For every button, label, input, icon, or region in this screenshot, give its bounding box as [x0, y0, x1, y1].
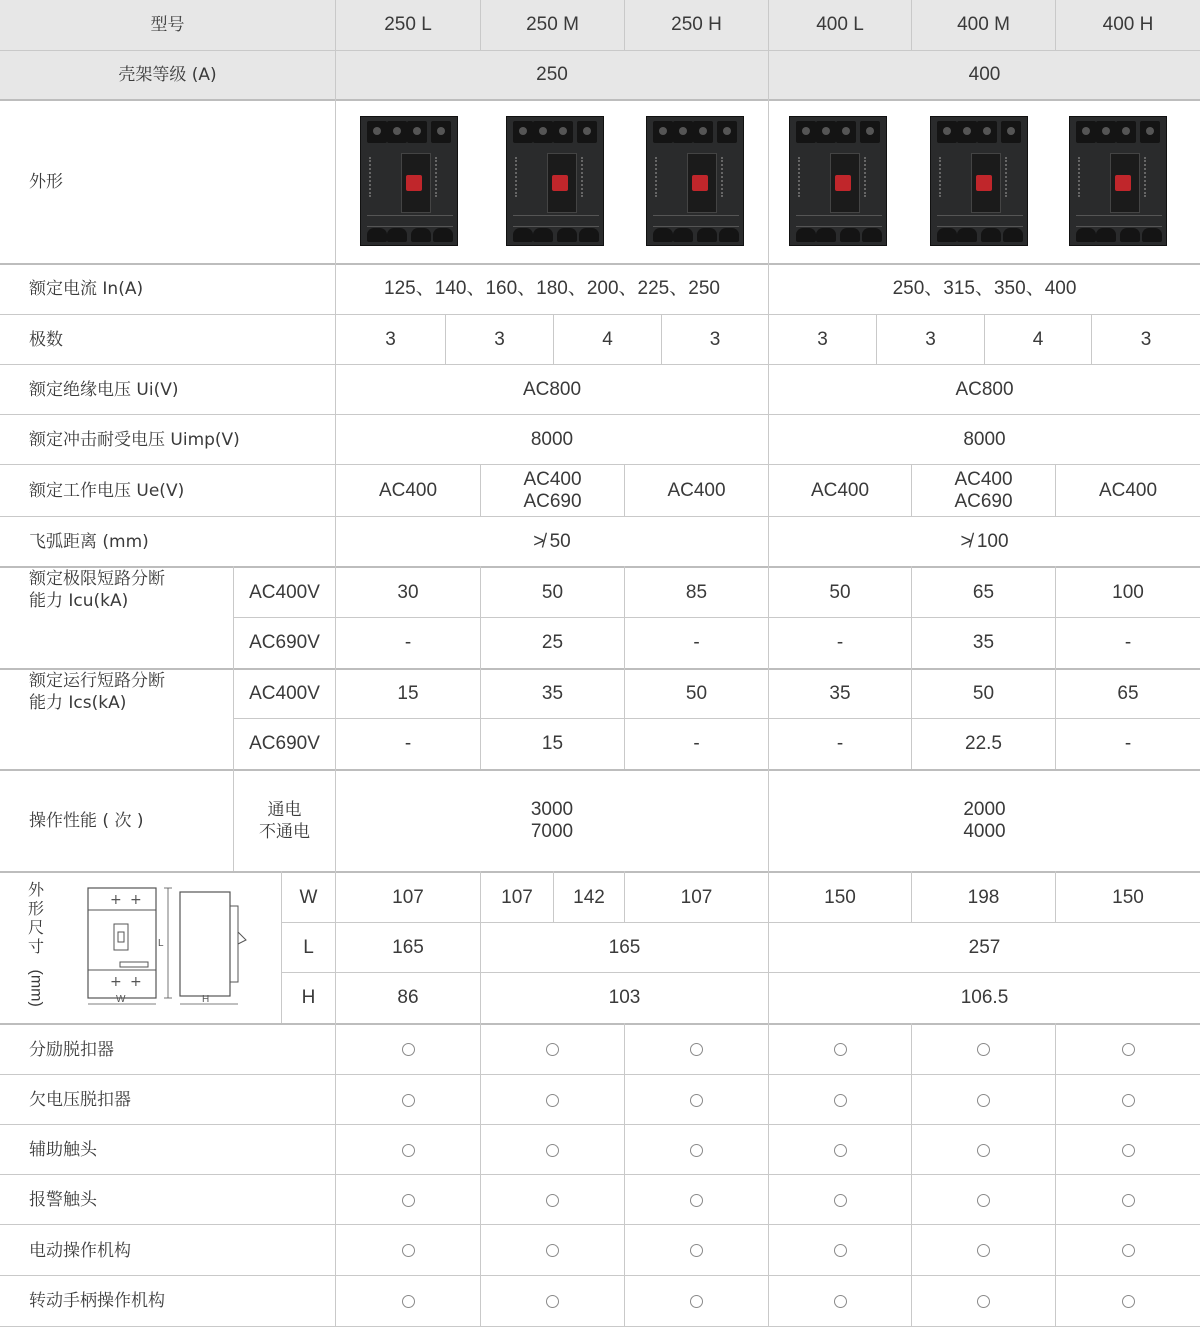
ics-ac690-value: -	[836, 733, 844, 754]
accessory-option	[912, 1125, 1055, 1175]
svg-text:+: +	[130, 892, 142, 908]
ics-ac400-value: 65	[1117, 683, 1139, 704]
operating-handle	[552, 175, 568, 191]
accessory-option	[625, 1225, 768, 1276]
terminal	[816, 121, 836, 143]
bottom-terminal	[862, 228, 882, 242]
breaker-image	[930, 116, 1028, 246]
operating-voltage-value: AC400	[1098, 479, 1158, 501]
rated-current-250: 125、140、160、180、200、225、250	[384, 278, 720, 299]
optional-circle-icon	[690, 1094, 703, 1107]
bottom-terminal	[719, 228, 739, 242]
operation-400-2: 4000	[963, 821, 1006, 842]
operating-voltage-line: AC400	[523, 468, 582, 490]
terminal	[717, 121, 737, 143]
optional-circle-icon	[834, 1043, 847, 1056]
optional-circle-icon	[1122, 1295, 1135, 1308]
terminal	[431, 121, 451, 143]
breaker-image	[789, 116, 887, 246]
insulation-voltage-400: AC800	[955, 378, 1014, 400]
ics-label-line1: 额定运行短路分断	[29, 671, 165, 691]
optional-circle-icon	[977, 1244, 990, 1257]
accessory-option	[1056, 1225, 1200, 1276]
accessory-option	[769, 1024, 911, 1075]
model-400h: 400 H	[1102, 14, 1154, 35]
terminal	[367, 121, 387, 143]
icu-ac400-value: 85	[685, 581, 708, 603]
terminal	[957, 121, 977, 143]
terminal	[796, 121, 816, 143]
icu-ac400-value: 30	[397, 581, 419, 603]
bottom-terminal	[1096, 228, 1116, 242]
optional-circle-icon	[690, 1295, 703, 1308]
dim-w-value: 107	[680, 886, 713, 908]
accessory-option	[481, 1276, 624, 1326]
optional-circle-icon	[977, 1043, 990, 1056]
ics-ac400-value: 50	[972, 683, 995, 704]
terminal	[1096, 121, 1116, 143]
terminal	[1001, 121, 1021, 143]
dimensions-label-char: 形	[27, 899, 44, 918]
optional-circle-icon	[1122, 1194, 1135, 1207]
terminal	[553, 121, 573, 143]
optional-circle-icon	[402, 1144, 415, 1157]
optional-circle-icon	[690, 1244, 703, 1257]
terminal	[577, 121, 597, 143]
model-400l: 400 L	[816, 14, 864, 35]
accessory-option	[1056, 1276, 1200, 1326]
optional-circle-icon	[546, 1194, 559, 1207]
icu-ac690-value: -	[1124, 632, 1132, 653]
ics-ac400-value: 35	[541, 683, 564, 704]
bottom-terminal	[533, 228, 553, 242]
diagram-h-label: H	[202, 994, 210, 1005]
terminal	[653, 121, 673, 143]
optional-circle-icon	[402, 1194, 415, 1207]
poles-value: 3	[385, 328, 396, 350]
terminal-strip	[1076, 215, 1162, 227]
dim-h-value: 103	[608, 987, 641, 1008]
bottom-terminal	[579, 228, 599, 242]
optional-circle-icon	[834, 1244, 847, 1257]
label-area	[721, 157, 739, 197]
accessory-option	[912, 1024, 1055, 1075]
impulse-voltage-400: 8000	[963, 428, 1006, 450]
operating-handle	[976, 175, 992, 191]
model-400m: 400 M	[957, 14, 1010, 35]
operating-voltage-value	[481, 465, 624, 516]
ics-ac400-value: 35	[829, 683, 851, 704]
optional-circle-icon	[1122, 1043, 1135, 1056]
label-area	[435, 157, 453, 197]
operating-voltage-value	[912, 465, 1055, 516]
ics-label	[0, 670, 233, 769]
terminal	[407, 121, 427, 143]
dimensions-label	[22, 880, 50, 1007]
bottom-terminal	[981, 228, 1001, 242]
ics-ac690-value: -	[404, 733, 412, 754]
operation-250	[336, 771, 768, 871]
poles-value: 3	[709, 328, 721, 350]
operation-sub	[234, 771, 335, 871]
header-label: 型号	[150, 15, 185, 35]
dimension-diagram	[80, 882, 260, 1012]
poles-label: 极数	[29, 329, 63, 350]
terminal	[693, 121, 713, 143]
terminal-strip	[367, 215, 453, 227]
optional-circle-icon	[1122, 1094, 1135, 1107]
accessory-option	[912, 1276, 1055, 1326]
accessory-option	[481, 1075, 624, 1125]
dimensions-label-char: 尺	[27, 918, 44, 937]
label-area	[515, 157, 543, 197]
accessory-label: 报警触头	[29, 1190, 97, 1210]
operation-400-1: 2000	[963, 799, 1006, 820]
ics-ac690-value: 15	[541, 733, 564, 754]
accessory-label: 分励脱扣器	[29, 1039, 114, 1060]
label-area	[369, 157, 397, 197]
bottom-terminal	[1142, 228, 1162, 242]
accessory-option	[625, 1125, 768, 1175]
accessory-option	[1056, 1024, 1200, 1075]
label-area	[1144, 157, 1162, 197]
optional-circle-icon	[977, 1194, 990, 1207]
accessory-option	[625, 1024, 768, 1075]
icu-ac690-label: AC690V	[249, 632, 320, 653]
dim-w-label: W	[299, 886, 318, 908]
optional-circle-icon	[546, 1043, 559, 1056]
ics-ac400-value: 15	[397, 683, 419, 704]
svg-text:+: +	[110, 974, 122, 990]
ics-ac690-value: -	[1124, 733, 1132, 754]
impulse-voltage-label: 额定冲击耐受电压 Uimp(V)	[29, 429, 240, 450]
frame-400: 400	[968, 64, 1001, 85]
optional-circle-icon	[834, 1194, 847, 1207]
icu-ac400-value: 50	[829, 581, 851, 603]
operating-handle	[692, 175, 708, 191]
breaker-image	[360, 116, 458, 246]
model-250m: 250 M	[526, 14, 579, 35]
model-250l: 250 L	[384, 14, 432, 35]
icu-ac690-value: -	[836, 632, 844, 653]
dim-h-label: H	[301, 987, 316, 1008]
poles-value: 3	[494, 328, 505, 350]
accessory-label: 辅助触头	[29, 1140, 97, 1160]
arc-distance-label: 飞弧距离 (mm)	[29, 531, 149, 552]
insulation-voltage-label: 额定绝缘电压 Ui(V)	[29, 379, 179, 400]
optional-circle-icon	[977, 1094, 990, 1107]
rated-current-label: 额定电流 In(A)	[29, 279, 144, 299]
operating-handle	[1115, 175, 1131, 191]
optional-circle-icon	[402, 1094, 415, 1107]
terminal	[1140, 121, 1160, 143]
bottom-terminal	[1003, 228, 1023, 242]
bottom-terminal	[697, 228, 717, 242]
accessory-option	[336, 1024, 480, 1075]
operating-voltage-value: AC400	[378, 479, 438, 501]
terminal	[836, 121, 856, 143]
accessory-option	[1056, 1075, 1200, 1125]
terminal	[860, 121, 880, 143]
bottom-terminal	[367, 228, 387, 242]
breaker-image	[646, 116, 744, 246]
label-area	[939, 157, 967, 197]
accessory-option	[336, 1276, 480, 1326]
poles-value: 4	[602, 328, 613, 350]
operating-voltage-value: AC400	[810, 479, 870, 501]
dim-h-value: 106.5	[960, 987, 1009, 1008]
operating-voltage-line: AC400	[954, 468, 1013, 490]
operation-400	[769, 771, 1200, 871]
bottom-terminal	[433, 228, 453, 242]
terminal	[513, 121, 533, 143]
operating-handle	[835, 175, 851, 191]
optional-circle-icon	[690, 1043, 703, 1056]
accessory-label: 转动手柄操作机构	[29, 1291, 165, 1311]
optional-circle-icon	[1122, 1244, 1135, 1257]
optional-circle-icon	[546, 1094, 559, 1107]
terminal	[1116, 121, 1136, 143]
icu-ac690-value: 25	[541, 632, 564, 653]
dim-l-label: L	[303, 936, 314, 958]
bottom-terminal	[796, 228, 816, 242]
accessory-option	[912, 1175, 1055, 1225]
optional-circle-icon	[402, 1043, 415, 1056]
icu-ac690-value: -	[404, 632, 412, 653]
poles-value: 3	[1140, 328, 1152, 350]
optional-circle-icon	[1122, 1144, 1135, 1157]
model-250h: 250 H	[671, 14, 722, 35]
terminal	[977, 121, 997, 143]
ics-ac400-label: AC400V	[249, 683, 320, 704]
label-area	[864, 157, 882, 197]
icu-label	[0, 568, 233, 668]
operation-sub1: 通电	[267, 800, 302, 820]
dim-l-value: 165	[608, 936, 641, 958]
optional-circle-icon	[977, 1295, 990, 1308]
bottom-terminal	[1120, 228, 1140, 242]
optional-circle-icon	[690, 1144, 703, 1157]
accessory-option	[625, 1175, 768, 1225]
label-area	[1005, 157, 1023, 197]
svg-text:+: +	[130, 974, 142, 990]
accessory-option	[481, 1175, 624, 1225]
ics-ac690-value: 22.5	[965, 733, 1002, 754]
accessory-option	[336, 1225, 480, 1276]
accessory-option	[769, 1276, 911, 1326]
accessory-option	[481, 1024, 624, 1075]
operating-voltage-line: AC690	[523, 490, 582, 512]
label-area	[798, 157, 826, 197]
operating-voltage-line: AC690	[954, 490, 1013, 512]
icu-ac400-label: AC400V	[249, 581, 320, 603]
bottom-terminal	[557, 228, 577, 242]
label-area	[655, 157, 683, 197]
accessory-option	[769, 1125, 911, 1175]
optional-circle-icon	[977, 1144, 990, 1157]
poles-value: 4	[1032, 328, 1044, 350]
accessory-option	[912, 1225, 1055, 1276]
dim-w-value: 107	[501, 886, 533, 908]
terminal-strip	[937, 215, 1023, 227]
operation-250-2: 7000	[530, 821, 574, 842]
optional-circle-icon	[690, 1194, 703, 1207]
terminal	[937, 121, 957, 143]
dimensions-label-unit: (mm)	[27, 969, 45, 1007]
accessory-option	[912, 1075, 1055, 1125]
arc-distance-250: ≯ 50	[533, 530, 571, 552]
bottom-terminal	[840, 228, 860, 242]
accessory-option	[336, 1075, 480, 1125]
optional-circle-icon	[834, 1295, 847, 1308]
optional-circle-icon	[546, 1244, 559, 1257]
terminal	[387, 121, 407, 143]
operating-voltage-label: 额定工作电压 Ue(V)	[29, 480, 185, 501]
diagram-l-label: L	[158, 938, 164, 949]
impulse-voltage-250: 8000	[530, 428, 574, 450]
accessory-option	[481, 1225, 624, 1276]
label-area	[581, 157, 599, 197]
accessory-option	[769, 1225, 911, 1276]
ics-label-line2: 能力 Ics(kA)	[29, 693, 127, 713]
frame-label: 壳架等级 (A)	[118, 65, 217, 85]
icu-label-line1: 额定极限短路分断	[29, 569, 165, 589]
dim-w-value: 107	[392, 886, 424, 908]
operation-label: 操作性能 ( 次 )	[29, 811, 144, 831]
operating-handle	[406, 175, 422, 191]
bottom-terminal	[1076, 228, 1096, 242]
dim-l-value: 257	[968, 936, 1001, 958]
icu-ac690-value: 35	[972, 632, 995, 653]
accessory-option	[1056, 1175, 1200, 1225]
accessory-option	[769, 1075, 911, 1125]
optional-circle-icon	[402, 1244, 415, 1257]
accessory-option	[336, 1175, 480, 1225]
icu-ac400-value: 100	[1112, 581, 1144, 603]
insulation-voltage-250: AC800	[522, 378, 582, 400]
ics-ac690-label: AC690V	[249, 733, 320, 754]
terminal	[533, 121, 553, 143]
rated-current-400: 250、315、350、400	[892, 278, 1077, 299]
terminal	[1076, 121, 1096, 143]
bottom-terminal	[816, 228, 836, 242]
dim-w-value: 198	[967, 886, 1000, 908]
optional-circle-icon	[834, 1094, 847, 1107]
accessory-option	[1056, 1125, 1200, 1175]
operation-250-1: 3000	[530, 799, 574, 820]
optional-circle-icon	[546, 1295, 559, 1308]
dim-h-value: 86	[397, 987, 419, 1008]
accessory-option	[625, 1075, 768, 1125]
icu-ac690-value: -	[693, 632, 700, 653]
dim-w-value: 150	[824, 886, 856, 908]
bottom-terminal	[411, 228, 431, 242]
arc-distance-400: ≯ 100	[960, 530, 1009, 552]
optional-circle-icon	[834, 1144, 847, 1157]
accessory-option	[336, 1125, 480, 1175]
icu-label-line2: 能力 Icu(kA)	[29, 591, 129, 611]
bottom-terminal	[673, 228, 693, 242]
poles-value: 3	[925, 328, 936, 350]
dim-w-value: 142	[573, 886, 605, 908]
bottom-terminal	[957, 228, 977, 242]
operating-voltage-value: AC400	[667, 479, 726, 501]
dimensions-label-char: 外	[27, 880, 44, 899]
diagram-w-label: W	[116, 994, 126, 1005]
accessory-option	[481, 1125, 624, 1175]
poles-value: 3	[817, 328, 828, 350]
bottom-terminal	[653, 228, 673, 242]
bottom-terminal	[513, 228, 533, 242]
icu-ac400-value: 65	[972, 581, 995, 603]
optional-circle-icon	[402, 1295, 415, 1308]
accessory-label: 欠电压脱扣器	[29, 1090, 131, 1110]
terminal	[673, 121, 693, 143]
optional-circle-icon	[546, 1144, 559, 1157]
dim-l-value: 165	[392, 936, 424, 958]
ics-ac690-value: -	[693, 733, 700, 754]
bottom-terminal	[387, 228, 407, 242]
operation-sub2: 不通电	[259, 822, 310, 842]
appearance-label: 外形	[29, 172, 63, 192]
dimensions-label-char: 寸	[27, 937, 44, 956]
terminal-strip	[796, 215, 882, 227]
ics-ac400-value: 50	[685, 683, 708, 704]
breaker-image	[1069, 116, 1167, 246]
breaker-image	[506, 116, 604, 246]
svg-text:+: +	[110, 892, 122, 908]
accessory-label: 电动操作机构	[29, 1240, 131, 1261]
bottom-terminal	[937, 228, 957, 242]
terminal-strip	[653, 215, 739, 227]
label-area	[1078, 157, 1106, 197]
icu-ac400-value: 50	[541, 581, 564, 603]
terminal-strip	[513, 215, 599, 227]
dim-w-value: 150	[1112, 886, 1144, 908]
accessory-option	[769, 1175, 911, 1225]
frame-250: 250	[536, 64, 568, 85]
accessory-option	[625, 1276, 768, 1326]
